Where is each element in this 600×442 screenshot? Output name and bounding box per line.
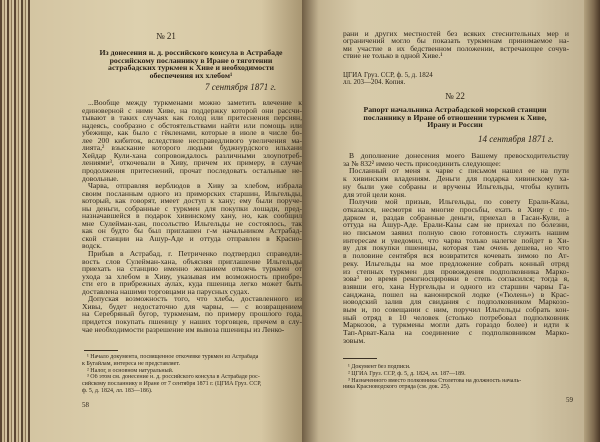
text-line: рани и других местностей без всяких стеснительных мер и xyxy=(343,30,569,38)
footnote-line: ника Красноводского отряда (см. док. 25). xyxy=(343,384,451,391)
page-number: 59 xyxy=(566,396,573,404)
text-line: Маркозов, а туркмены могли дать гораздо более) и идти к xyxy=(343,321,569,330)
text-line: взявши его, хана Нургельды и одного из старшин чарвы Га- xyxy=(343,282,569,291)
text-line: новодский залив для свидания с подполковником Маркозо- xyxy=(343,298,569,307)
text-line: Получив мой призыв, Ильгельды, по совету Ерали-Казы, xyxy=(349,198,569,207)
text-line: ствие не только в одной Хиве.¹ xyxy=(343,51,443,60)
text-line: убежище, как было с гёкленами, которые в июле в числе бо- xyxy=(82,129,302,138)
text-line: за № 832² имею честь присоединить следующее: xyxy=(343,159,501,168)
text-line: продолжения притеснений, прочат последовать остальные не- xyxy=(82,166,302,175)
text-line: мне Сулейман-хан, посольство Ильгельды не состоялось, так xyxy=(82,219,302,228)
heading-line: астрабадских туркмен к Хиве и необходимости xyxy=(108,63,274,73)
document-date: 14 сентября 1871 г. xyxy=(478,134,554,144)
text-line: В дополнение донесения моего Вашему превосходительству xyxy=(349,152,569,160)
text-line: оттуда на Ашур-Аде. Ерали-Казы сам не приехал по болезни, xyxy=(343,221,569,230)
text-line: как он будто бы был приглашен г-м начальником Астрабад- xyxy=(82,227,302,236)
footnote-line: ¹ Начало документа, посвященное откочевке туркмен из Астрабада xyxy=(87,354,259,360)
text-line: чае необходимости разрешение им вывоза пшеницы из Ленко- xyxy=(82,325,285,334)
footnote-line: ¹ Документ без подписи. xyxy=(348,364,411,370)
text-line: который, как говорят, имеет доступ к хану; ему были поруче- xyxy=(82,197,302,206)
footnote-rule xyxy=(343,358,377,359)
text-line: зовым. xyxy=(343,336,366,345)
text-line: Допуская возможность того, что хлеба, доставленного из xyxy=(88,295,302,304)
footnote-rule xyxy=(84,350,118,351)
archive-source-pages: лл. 203—204. Копия. xyxy=(343,78,406,86)
text-line: ми участие в их бедственном положении, встречающее сочув- xyxy=(343,44,569,53)
text-line: зова³ во время рекогносцировки в степь согласился; тогда я, xyxy=(343,275,569,284)
text-line: тывают в таких случаях как голод или притеснения персиян, xyxy=(82,114,302,123)
heading-line: российскому посланнику в Иране о тяготении xyxy=(109,55,273,65)
text-line: Хивы, будет недостаточно для чарвы, — с возвращением xyxy=(82,302,302,311)
text-line: Чарва, отправляя верблюдов в Хиву за хлебом, избрала xyxy=(88,182,302,191)
text-line: доставлена нашими торговцами на парусных судах. xyxy=(82,287,250,296)
text-line: ву для покупки пшеницы, которая там очень дешева, но что xyxy=(343,244,569,253)
right-page xyxy=(302,0,584,442)
heading-line: Из донесения н. д. российского консула в Астрабаде xyxy=(99,48,283,57)
text-line: Прибыв в Астрабад, г. Петриченко подтвердил справедли- xyxy=(88,250,302,258)
text-line: своим посланным одного из приморских старшин, Ильгельды, xyxy=(82,189,302,198)
text-line: ны деньги, собранные с туркмен для покупки лошади, пред- xyxy=(82,204,302,213)
text-line: придется покупать пшеницу у наших торговцев, причем в слу- xyxy=(82,317,302,326)
text-line: в половине сентября вся возвратится кочевать зимою по Ат- xyxy=(343,252,569,261)
text-line: приехать на станцию именно желанием отвлечь туркмен от xyxy=(82,265,302,274)
text-line: Хейдар Кули-хана сопровождалось различными злоупотреб- xyxy=(82,151,302,160)
text-line: ухода за хлебом в Хиву, указывая им возможность приобре- xyxy=(82,272,302,281)
text-line: отказался, несмотря на многие просьбы, ехать в Хиву с по- xyxy=(343,205,569,214)
document-date: 7 сентября 1871 г. xyxy=(205,82,277,92)
text-line: довольные. xyxy=(82,174,119,183)
document-number: № 22 xyxy=(445,91,465,101)
book-page-edges-right xyxy=(584,0,600,442)
text-line: из степных туркмен для провождения подполковника Марко- xyxy=(343,267,569,276)
text-line: ограничений могло бы показать туркменам принимаемое на- xyxy=(343,37,569,46)
text-line: лее 200 кибиток, вследствие несправедливого увеличения ма- xyxy=(82,136,302,145)
document-number: № 21 xyxy=(156,31,176,41)
text-line: сти его в прибрежных аулах, куда пшеница легко может быть xyxy=(82,280,302,289)
text-line: назначавшейся в подарок хивинскому хану, но, как сообщил xyxy=(82,212,302,221)
text-line: ну были уже собраны и вручены Ильгельды, чтобы купить xyxy=(343,182,569,191)
text-line: водск. xyxy=(82,242,102,251)
text-line: санджана, пошел на канонирской лодке («Тюлень») в Крас- xyxy=(343,290,569,299)
text-line: на Серебряный бугор, туркменам, по примеру прошлого года, xyxy=(82,310,302,319)
text-line: для этой цели коня. xyxy=(343,190,407,199)
heading-line: обеспечения их хлебом¹ xyxy=(149,70,233,80)
footnote-line: ² ЦГИА Груз. ССР, ф. 5, д. 1824, лл. 187—189. xyxy=(348,370,466,377)
text-line: но письмом заявил полную свою готовность служить нашим xyxy=(343,229,569,237)
text-line: реку. Ильгельды на мое предложение собрать конный отряд xyxy=(343,259,569,268)
footnote-line: ф. 5, д. 1824, лл. 183—186). xyxy=(82,388,153,394)
text-line: интересам и уведомил, что чарва только налегке пойдет в Хи- xyxy=(343,236,569,245)
footnote-line: к Бугайлам, интереса не представляет. xyxy=(82,360,181,367)
footnote-line: ³ Назначенного вместо полковника Столетова на должность началь- xyxy=(348,377,522,384)
footnote-line: сийскому посланнику в Иране от 7 сентября 1871 г. (ЦГИА Груз. ССР, xyxy=(82,381,262,388)
footnote-line: ² Налог, в основном натуральный. xyxy=(87,367,174,374)
text-line: Посланный от меня к чарве с письмом нашел ее на пути xyxy=(349,167,569,176)
text-line: к хивинским владениям. Деньги для подарка хивинскому ха- xyxy=(343,175,569,184)
left-page xyxy=(30,0,302,442)
text-line: единоверной с ними Хиве, на поддержку которой они рассчи- xyxy=(82,106,302,115)
text-line: ской станции на Ашур-Аде и оттуда отправлен в Красно- xyxy=(82,234,302,243)
text-line: лията,² взыскание которого людьми буджнурдского ильхани xyxy=(82,144,302,153)
text-line: лениями³, откочевали в Хиву, причем их примеру, в случае xyxy=(82,159,302,168)
heading-line: Рапорт начальника Астрабадской морской станции xyxy=(363,105,547,114)
text-line: вым и, по совещании с ним, поручил Ильгельды собрать кон- xyxy=(343,306,569,314)
footnote-line: ³ Об этом см. донесение н. д. российского консула в Астрабаде рос- xyxy=(87,374,260,381)
text-line: ный отряд в 10 человек (столько потребовал подполковник xyxy=(343,313,569,322)
heading-line: Ирану и России xyxy=(427,120,483,130)
book-page-edges-left xyxy=(0,0,32,442)
text-line: вость слов Сулейман-хана, объясняя приглашение Ильгельды xyxy=(82,257,302,266)
text-line: надеясь, сообразно с обстоятельствами найти или помощь или xyxy=(82,121,302,130)
page-number: 58 xyxy=(82,401,89,409)
text-line: ...Вообще между туркменами можно заметить влечение к xyxy=(88,99,302,107)
archive-source: ЦГИА Груз. ССР, ф. 5, д. 1824 xyxy=(343,71,433,79)
text-line: Тап-Арват-Кала на соединение с подполковником Марко- xyxy=(343,329,569,338)
heading-line: посланнику в Иране об отношении туркмен к Хиве, xyxy=(363,112,547,122)
text-line: дарком и, раздав собранные деньги, приехал в Гасан-Кули, а xyxy=(343,213,569,222)
